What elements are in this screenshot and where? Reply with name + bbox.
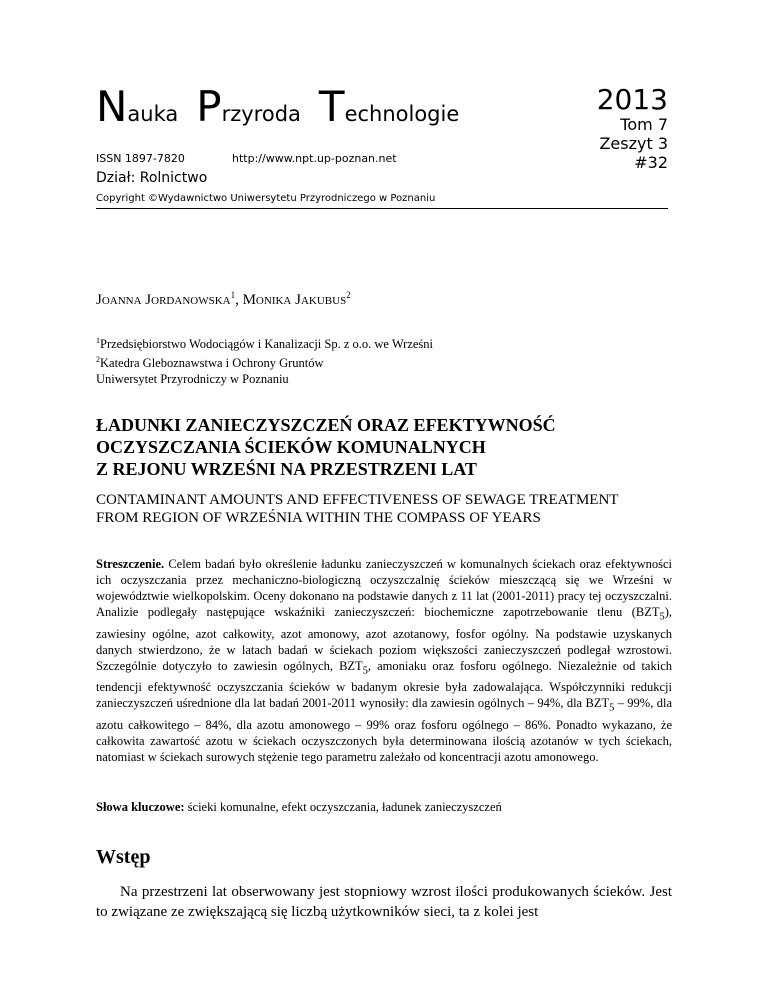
journal-initial-n: N — [96, 82, 128, 131]
affiliation-3: Uniwersytet Przyrodniczy w Poznaniu — [96, 372, 289, 387]
keywords — [96, 800, 672, 815]
journal-initial-t: T — [318, 82, 345, 131]
journal-word-technologie: echnologie — [344, 102, 460, 126]
journal-word-przyroda: rzyroda — [221, 102, 301, 126]
issue-year: 2013 — [596, 83, 668, 116]
english-title-line-1: CONTAMINANT AMOUNTS AND EFFECTIVENESS OF SEWAGE TREATMENT — [96, 492, 619, 508]
section-label: Dział: Rolnictwo — [96, 170, 208, 186]
intro-paragraph: Na przestrzeni lat obserwowany jest stopniowy wzrost ilości produkowanych ścieków. Jest to związane ze zwiększającą się liczbą użytkowników sieci, ta z kolei jest — [96, 884, 672, 920]
issn: ISSN 1897-7820 — [96, 152, 185, 165]
journal-initial-p: P — [196, 82, 222, 131]
journal-url[interactable]: http://www.npt.up-poznan.net — [232, 152, 397, 165]
authors: Joanna Jordanowska$^1$, Monika Jakubus$^2$ — [96, 290, 351, 308]
author-1: Joanna Jordanowska — [96, 292, 231, 308]
issue-info — [596, 83, 668, 172]
english-title-line-2: FROM REGION OF WRZEŚNIA WITHIN THE COMPASS OF YEARS — [96, 510, 541, 526]
affiliation-2: $^2$Katedra Gleboznawstwa i Ochrony Gruntów — [96, 355, 324, 371]
english-title — [96, 491, 696, 527]
affiliation-1: $^1$Przedsiębiorstwo Wodociągów i Kanalizacji Sp. z o.o. we Wrześni — [96, 336, 434, 352]
title-line-3: Z REJONU WRZEŚNI NA PRZESTRZENI LAT — [96, 459, 477, 479]
keywords-label: Słowa kluczowe: — [96, 800, 185, 814]
affiliations — [96, 333, 433, 387]
author-1-affil-mark: 1 — [230, 290, 236, 300]
section-heading: Wstęp — [96, 846, 151, 868]
issue-serial: #32 — [634, 153, 668, 172]
title-line-1: ŁADUNKI ZANIECZYSZCZEŃ ORAZ EFEKTYWNOŚĆ — [96, 415, 556, 435]
journal-name — [96, 82, 460, 131]
header-divider — [96, 208, 668, 209]
issue-number: Zeszyt 3 — [599, 134, 668, 153]
paper-title — [96, 414, 676, 480]
author-2: Monika Jakubus — [242, 292, 347, 308]
abstract-label: Streszczenie. — [96, 557, 165, 571]
copyright: Copyright ©Wydawnictwo Uniwersytetu Przyrodniczego w Poznaniu — [96, 193, 436, 204]
title-line-2: OCZYSZCZANIA ŚCIEKÓW KOMUNALNYCH — [96, 437, 486, 457]
author-2-affil-mark: 2 — [346, 290, 351, 300]
journal-word-nauka: auka — [127, 102, 179, 126]
keywords-text: ścieki komunalne, efekt oczyszczania, ładunek zanieczyszczeń — [184, 800, 502, 814]
abstract: Streszczenie. Celem badań było określenie ładunku zanieczyszczeń w komunalnych ściekach oraz efektywności ich oczyszczania przez mechaniczno-biologiczną oczyszczalnię ścieków mieszczącą się we Wrześni w województwie wielkopolskim. Oceny dokonano na podstawie danych z 11 lat (2001-2011) pracy tej oczyszczalni. Analizie podlegały następujące wskaźniki zanieczyszczeń: biochemiczne zapotrzebowanie tlenu $(BZT_5)$, zawiesiny ogólne, azot całkowity, azot amonowy, azot azotanowy, fosfor ogólny. Na podstawie uzyskanych danych stwierdzono, że w latach badań w ściekach poziom większości zanieczyszczeń podlegał wzrostowi. Szczególnie dotyczyło to zawiesin ogólnych, $BZT_5$, amoniaku oraz fosforu ogólnego. Niezależnie od takich tendencji efektywność oczyszczania ścieków w badanym okresie była zadowalająca. Współczynniki redukcji zanieczyszczeń uśrednione dla lat badań 2001-2011 wynosiły: dla zawiesin ogólnych – 94%, dla $BZT_5 - 99\%$, dla azotu całkowitego – 84%, dla azotu amonowego – 99% oraz fosforu ogólnego – 86%. Ponadto wykazano, że całkowita zawartość azotu w ściekach oczyszczonych była determinowana ilością azotanów w tych ściekach, natomiast w ściekach surowych stężenie tego parametru zależało od koncentracji azotu amonowego. — [96, 557, 673, 764]
issue-volume: Tom 7 — [620, 115, 668, 134]
